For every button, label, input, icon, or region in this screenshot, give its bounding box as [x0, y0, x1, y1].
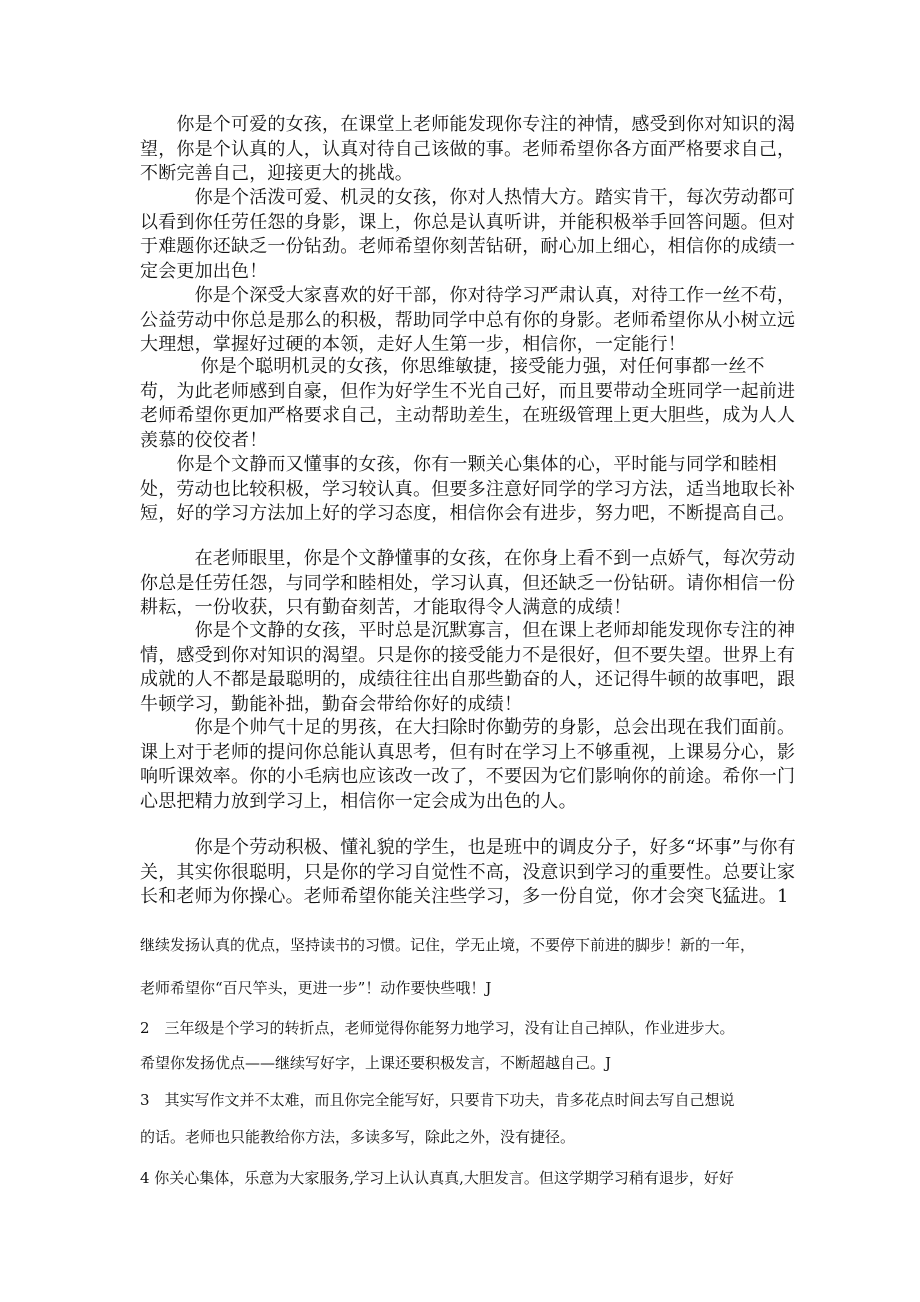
small-text-line: 3 其实写作文并不太难，而且你完全能写好，只要肯下功夫，肯多花点时间去写自己想说	[140, 1091, 735, 1109]
comment-paragraph-7: 你是个文静的女孩，平时总是沉默寡言，但在课上老师却能发现你专注的神情，感受到你对知识的渴望。只是你的接受能力不是很好，但不要失望。世界上有成就的人不都是最聪明的，成绩往往出自那些勤奋的人，还记得牛顿的故事吧，跟牛顿学习，勤能补拙，勤奋会带给你好的成绩！	[140, 620, 796, 715]
small-text-line: 继续发扬认真的优点，坚持读书的习惯。记住，学无止境，不要停下前进的脚步！新的一年，	[140, 936, 756, 954]
comment-paragraph-1: 你是个可爱的女孩，在课堂上老师能发现你专注的神情，感受到你对知识的渴望，你是个认真的人，认真对待自己该做的事。老师希望你各方面严格要求自己，不断完善自己，迎接更大的挑战。	[140, 114, 796, 184]
small-text-line: 2 三年级是个学习的转折点，老师觉得你能努力地学习，没有让自己掉队，作业进步大。	[140, 1019, 735, 1037]
comment-paragraph-3: 你是个深受大家喜欢的好干部，你对待学习严肃认真，对待工作一丝不苟，公益劳动中你总是那么的积极，帮助同学中总有你的身影。老师希望你从小树立远大理想，掌握好过硬的本领，走好人生第一步，相信你，一定能行！	[140, 285, 796, 355]
comment-paragraph-4: 你是个聪明机灵的女孩，你思维敏捷，接受能力强，对任何事都一丝不苟，为此老师感到自豪，但作为好学生不光自己好，而且要带动全班同学一起前进老师希望你更加严格要求自己，主动帮助差生，在班级管理上更大胆些，成为人人羡慕的佼佼者！	[140, 356, 796, 451]
comment-paragraph-6: 在老师眼里，你是个文静懂事的女孩，在你身上看不到一点娇气，每次劳动你总是任劳任怨，与同学和睦相处，学习认真，但还缺乏一份钻研。请你相信一份耕耘，一份收获，只有勤奋刻苦，才能取得令人满意的成绩！	[140, 548, 796, 618]
small-text-line: 老师希望你“百尺竿头，更进一步”！动作要快些哦！J	[140, 979, 492, 997]
small-text-line: 的话。老师也只能教给你方法，多读多写，除此之外，没有捷径。	[140, 1128, 576, 1146]
comment-paragraph-9: 你是个劳动积极、懂礼貌的学生，也是班中的调皮分子，好多“坏事”与你有关，其实你很聪明，只是你的学习自觉性不高，没意识到学习的重要性。总要让家长和老师为你操心。老师希望你能关注些学习，多一份自觉，你才会突飞猛进。1	[140, 837, 796, 907]
comment-paragraph-5: 你是个文静而又懂事的女孩，你有一颗关心集体的心，平时能与同学和睦相处，劳动也比较积极，学习较认真。但要多注意好同学的学习方法，适当地取长补短，好的学习方法加上好的学习态度，相信你会有进步，努力吧，不断提高自己。	[140, 454, 796, 524]
comment-paragraph-2: 你是个活泼可爱、机灵的女孩，你对人热情大方。踏实肯干，每次劳动都可以看到你任劳任怨的身影，课上，你总是认真听讲，并能积极举手回答问题。但对于难题你还缺乏一份钻劲。老师希望你刻苦钻研，耐心加上细心，相信你的成绩一定会更加出色！	[140, 187, 796, 282]
comment-paragraph-8: 你是个帅气十足的男孩，在大扫除时你勤劳的身影，总会出现在我们面前。课上对于老师的提问你总能认真思考，但有时在学习上不够重视，上课易分心，影响听课效率。你的小毛病也应该改一改了，不要因为它们影响你的前途。希你一门心思把精力放到学习上，相信你一定会成为出色的人。	[140, 717, 796, 812]
small-text-line: 4 你关心集体，乐意为大家服务,学习上认认真真,大胆发言。但这学期学习稍有退步，好好	[140, 1169, 734, 1187]
small-text-line: 希望你发扬优点——继续写好字，上课还要积极发言，不断超越自己。J	[140, 1054, 612, 1072]
